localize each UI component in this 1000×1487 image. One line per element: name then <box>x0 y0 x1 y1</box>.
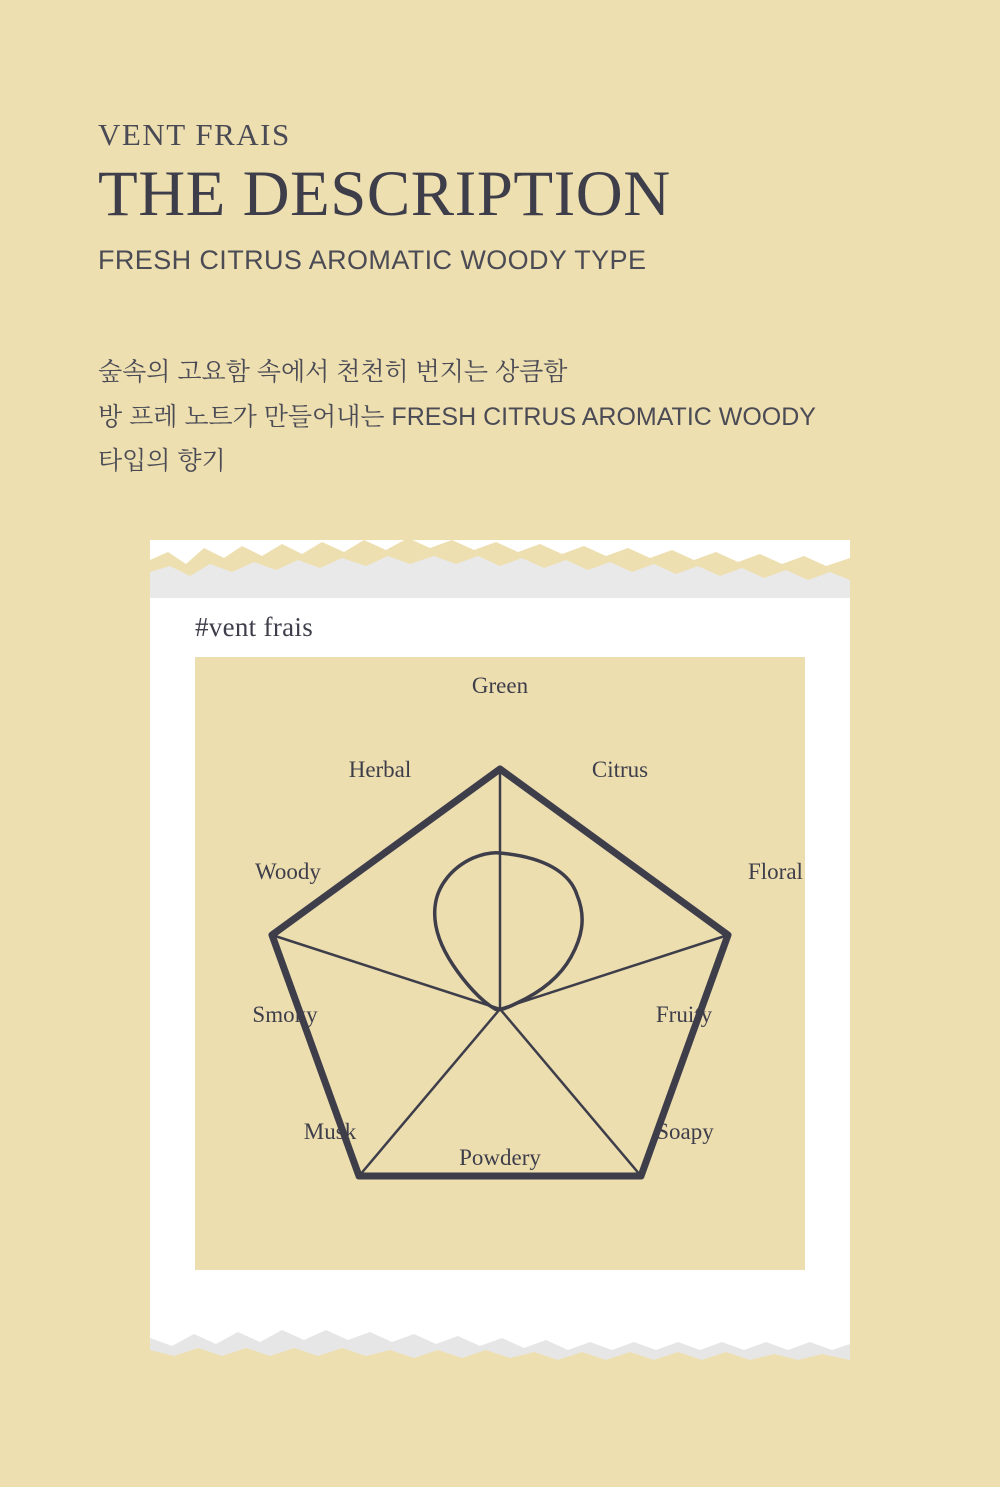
axis-label-woody: Woody <box>255 859 321 884</box>
radar-chart-panel <box>195 657 805 1270</box>
axis-label-smoky: Smoky <box>252 1002 318 1027</box>
axis-label-fruity: Fruity <box>655 1002 713 1027</box>
axis-label-floral: Floral <box>748 859 803 884</box>
card-content <box>150 540 850 1360</box>
radar-chart-svg <box>195 657 805 1270</box>
axis-label-soapy: Soapy <box>656 1119 714 1144</box>
axis-label-herbal: Herbal <box>348 757 412 782</box>
radar-profile-shape <box>435 853 582 1010</box>
body-line-2: 방 프레 노트가 만들어내는 FRESH CITRUS AROMATIC WOODY <box>98 402 816 431</box>
card-hashtag: #vent frais <box>195 612 314 642</box>
eyebrow-text: VENT FRAIS <box>98 117 291 152</box>
body-line-3: 타입의 향기 <box>98 447 226 475</box>
axis-label-musk: Musk <box>303 1119 357 1144</box>
body-line-1: 숲속의 고요함 속에서 천천히 번지는 상큼함 <box>98 358 568 386</box>
axis-label-citrus: Citrus <box>591 757 649 782</box>
axis-label-powdery: Powdery <box>459 1145 541 1170</box>
torn-paper-card <box>150 540 850 1360</box>
body-copy <box>98 350 928 484</box>
page-title: THE DESCRIPTION <box>98 158 671 231</box>
axis-label-green: Green <box>471 673 529 698</box>
header-block <box>98 118 918 276</box>
page-subtitle: FRESH CITRUS AROMATIC WOODY TYPE <box>98 244 647 275</box>
